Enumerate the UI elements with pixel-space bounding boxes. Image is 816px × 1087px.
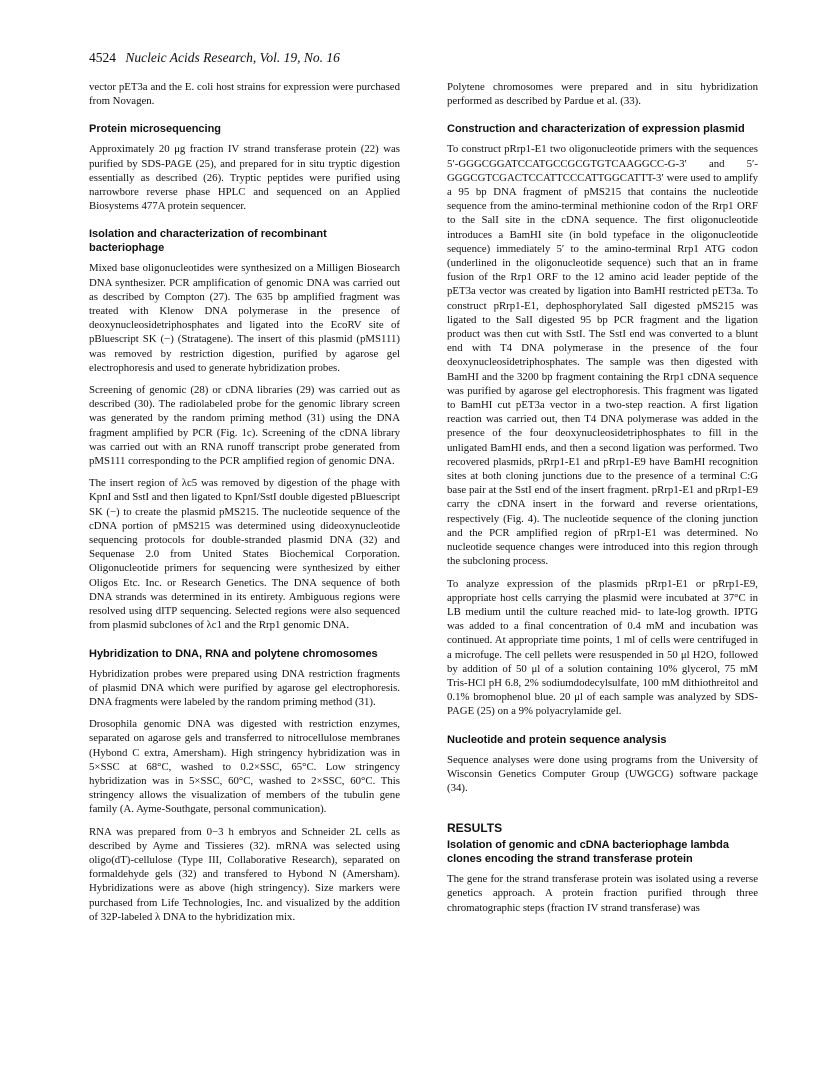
paragraph: Approximately 20 μg fraction IV strand transferase protein (22) was purified by SDS-PAGE (25), and prepared for in situ tryptic digestion essentially as described (26). Tryptic peptides were purified using narrowbore reverse phase HPLC and sequenced on an Applied Biosystems 477A protein sequencer. xyxy=(89,143,400,213)
section-heading-expression-plasmid: Construction and characterization of expression plasmid xyxy=(447,123,745,136)
section-heading-isolation-clones: Isolation of genomic and cDNA bacteriophage lambda clones encoding the strand transferase protein xyxy=(447,839,729,866)
paragraph: Mixed base oligonucleotides were synthesized on a Milligen Biosearch DNA synthesizer. PCR amplification of genomic DNA was carried out as described by Compton (27). The 635 bp amplified fragment was treated with Klenow DNA polymerase in the presence of deoxynucleosidetriphosphates and ligated into the EcoRV site of pBluescript SK (−) (Stratagene). The insert of this plasmid (pMS111) was removed by restriction digestion, purified by agarose gel electrophoresis and used to generate hybridization probes. xyxy=(89,262,400,374)
journal-citation: Nucleic Acids Research, Vol. 19, No. 16 xyxy=(125,50,340,65)
continued-paragraph: Polytene chromosomes were prepared and in situ hybridization performed as described by Pardue et al. (33). xyxy=(447,81,758,108)
paragraph: Screening of genomic (28) or cDNA libraries (29) was carried out as described (30). The radiolabeled probe for the genomic library screen was generated by the random priming method (31) using the DNA fragment amplified by PCR (Fig. 1c). Screening of the cDNA library was carried out with an RNA runoff transcript probe generated from pMS111 corresponding to the PCR amplified region of genomic DNA. xyxy=(89,384,400,468)
right-column xyxy=(447,80,758,915)
paragraph: The insert region of λc5 was removed by digestion of the phage with KpnI and SstI and then ligated to KpnI/SstI double digested pBluescript SK (−) to create the plasmid pMS215. The nucleotide sequence of the cDNA portion of pMS215 was determined using dideoxynucleotide sequencing protocols for double-stranded plasmid DNA (32) and Sequenase 2.0 from United States Biochemical Corporation. Oligonucleotide primers for sequencing were synthesized by either Oligos Etc. Inc. or Research Genetics. The DNA sequence of both DNA strands was determined in its entirety. Ambiguous regions were resolved using dITP sequencing. Selected regions were also sequenced from plasmid subclones of λc1 and the Rrp1 genomic DNA. xyxy=(89,477,400,632)
paragraph: To analyze expression of the plasmids pRrp1-E1 or pRrp1-E9, appropriate host cells carrying the plasmid were incubated at 37°C in LB medium until the culture reached mid- to late-log growth. IPTG was added to a final concentration of 0.4 mM and incubation was continued. At appropriate time points, 1 ml of cells were centrifuged in a microfuge. The cell pellets were resuspended in 50 μl H2O, followed by addition of 50 μl of a solution containing 10% glycerol, 75 mM Tris-HCl pH 6.8, 2% sodiumdodecylsulfate, 100 mM dithiothreitol and 0.1% bromophenol blue. 20 μl of each sample was analyzed by SDS-PAGE (25) on a 9% polyacrylamide gel. xyxy=(447,577,758,718)
section-heading-protein-microsequencing: Protein microsequencing xyxy=(89,123,222,136)
continued-paragraph: vector pET3a and the E. coli host strains for expression were purchased from Novagen. xyxy=(89,81,400,108)
paragraph: To construct pRrp1-E1 two oligonucleotide primers with the sequences 5′-GGGCGGATCCATGCCGCGTGTCAAGGCC-G-3′ and 5′-GGGCGTCGACTCCATTCCCATTGGCATTT-3′ were used to amplify a 95 bp DNA fragment of pMS215 that contains the nucleotide sequence from the amino-terminal methionine codon of the Rrp1 ORF to the SalI site in the cDNA sequence. The first oligonucleotide introduces a BamHI site (in bold typeface in the oligonucleotide sequence) immediately 5′ to the amino-terminal Rrp1 ATG codon (underlined in the oligonucleotide sequence) such that an in frame fusion of the Rrp1 ORF to the 12 amino acid leader peptide of the pET3a vector was created by ligation into BamHI restricted pET3a. To construct pRrp1-E1, dephosphorylated SalI digested pMS215 was ligated to the SalI digested 95 bp PCR fragment and the ligation product was then cut with SstI. The SstI end was converted to a blunt end with T4 DNA polymerase in the presence of the four deoxynucleosidetriphosphates. The sample was then digested with BamHI and the 3200 bp fragment containing the Rrp1 cDNA sequence was purified by agarose gel electrophoresis. This fragment was ligated to BamHI cut pET3a vector in a two-step reaction. A first ligation reaction was carried out, then T4 DNA polymerase was added in the presence of the four deoxynucleosidetriphosphates to fill in the unligated BamHI ends, and then a second ligation was performed. Two recovered plasmids, pRrp1-E1 and pRrp1-E9 have BamHI recognition sites at both cloning junctions due to the presence of a terminal C:G base pair at the SstI end of the insert fragment. pRrp1-E1 and pRrp1-E9 carry the cDNA insert in the forward and reverse orientations, respectively (Fig. 4). The nucleotide sequence of the cloning junction and the PCR amplified region of pRrp1-E1 was determined. No nucleotide sequence changes were introduced into this region through the subcloning process. xyxy=(447,143,758,568)
paragraph: Drosophila genomic DNA was digested with restriction enzymes, separated on agarose gels and transferred to nitrocellulose membranes (Hybond C extra, Amersham). High stringency hybridization was in 5×SSC at 68°C, washed to 0.2×SSC, 65°C. Low stringency hybridization was in 5×SSC, 60°C, washed to 2×SSC, 60°C. This stringency allows the visualization of members of the tubulin gene family (A. Ayme-Southgate, personal communication). xyxy=(89,718,400,816)
section-heading-recombinant-bacteriophage: Isolation and characterization of recombinant bacteriophage xyxy=(89,228,327,255)
paragraph: Sequence analyses were done using programs from the University of Wisconsin Genetics Computer Group (UWGCG) software package (34). xyxy=(447,753,758,794)
left-column xyxy=(89,80,400,924)
running-header xyxy=(89,50,340,66)
paragraph: Hybridization probes were prepared using DNA restriction fragments of plasmid DNA which were purified by agarose gel electrophoresis. DNA fragments were labeled by the random priming method (31). xyxy=(89,667,400,708)
paragraph: The gene for the strand transferase protein was isolated using a reverse genetics approach. A protein fraction purified through three chromatographic steps (fraction IV strand transferase) was xyxy=(447,873,758,914)
paragraph: RNA was prepared from 0−3 h embryos and Schneider 2L cells as described by Ayme and Tissieres (32). mRNA was selected using oligo(dT)-cellulose (Type III, Collaborative Research), separated on formaldehyde gels (32) and transfered to Hybond N (Amersham). Hybridizations were as above (high stringency). Size markers were purchased from Life Technologies, Inc. and visualized by the addition of 32P-labeled λ DNA to the hybridization mix. xyxy=(89,825,400,923)
results-heading: RESULTS xyxy=(447,821,503,836)
section-heading-sequence-analysis: Nucleotide and protein sequence analysis xyxy=(447,733,667,746)
page-number: 4524 xyxy=(89,50,116,65)
section-heading-hybridization: Hybridization to DNA, RNA and polytene chromosomes xyxy=(89,647,378,660)
